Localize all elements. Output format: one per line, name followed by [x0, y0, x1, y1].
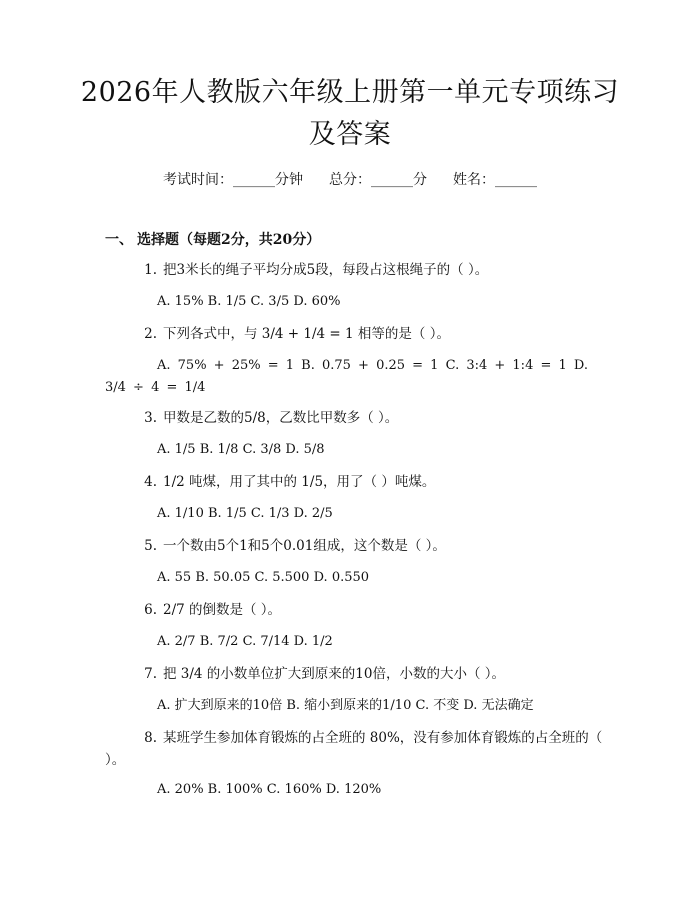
exam-meta — [0, 170, 700, 190]
question-8 — [105, 727, 605, 771]
question-number: 5. — [144, 538, 157, 554]
section-number: 一、 — [105, 232, 133, 248]
question-number: 8. — [144, 730, 157, 746]
question-number: 3. — [144, 410, 157, 426]
question-1-options: A. 15% B. 1/5 C. 3/5 D. 60% — [157, 294, 341, 309]
question-text: 1/2 吨煤，用了其中的 1/5，用了（ ）吨煤。 — [163, 474, 436, 490]
title-line-2: 及答案 — [308, 119, 392, 150]
question-7-options: A. 扩大到原来的10倍 B. 缩小到原来的1/10 C. 不变 D. 无法确定 — [157, 698, 534, 713]
title-line-1: 2026年人教版六年级上册第一单元专项练习 — [80, 77, 620, 108]
question-3-options: A. 1/5 B. 1/8 C. 3/8 D. 5/8 — [157, 442, 325, 457]
exam-total-score: 总分：______分 — [329, 172, 427, 188]
question-number: 4. — [144, 474, 157, 490]
question-2 — [105, 323, 605, 345]
question-6-options: A. 2/7 B. 7/2 C. 7/14 D. 1/2 — [157, 634, 333, 649]
question-2-options: A. 75% + 25% = 1 B. 0.75 + 0.25 = 1 C. 3:4 + 1:4 = 1 D. 3/4 ÷ 4 = 1/4 — [105, 358, 588, 395]
question-6 — [105, 599, 605, 621]
question-number: 7. — [144, 666, 157, 682]
question-text: 某班学生参加体育锻炼的占全班的 80%，没有参加体育锻炼的占全班的（ ）。 — [105, 730, 603, 768]
question-text: 下列各式中，与 3/4 + 1/4 = 1 相等的是（ ）。 — [163, 326, 450, 342]
question-number: 6. — [144, 602, 157, 618]
question-1 — [105, 259, 605, 281]
question-7 — [105, 663, 605, 685]
question-number: 1. — [144, 262, 157, 278]
question-number: 2. — [144, 326, 157, 342]
question-text: 把3米长的绳子平均分成5段，每段占这根绳子的（ ）。 — [163, 262, 489, 278]
student-name: 姓名：______ — [453, 172, 537, 188]
question-text: 一个数由5个1和5个0.01组成，这个数是（ ）。 — [163, 538, 446, 554]
question-5 — [105, 535, 605, 557]
section-title: 选择题（每题2分，共20分） — [137, 232, 321, 248]
question-text: 甲数是乙数的5/8，乙数比甲数多（ ）。 — [163, 410, 399, 426]
question-3 — [105, 407, 605, 429]
question-text: 把 3/4 的小数单位扩大到原来的10倍，小数的大小（ ）。 — [163, 666, 506, 682]
document-title — [60, 72, 640, 156]
section-heading — [105, 230, 320, 250]
question-4 — [105, 471, 605, 493]
question-4-options: A. 1/10 B. 1/5 C. 1/3 D. 2/5 — [157, 506, 333, 521]
exam-time: 考试时间：______分钟 — [163, 172, 303, 188]
question-text: 2/7 的倒数是（ ）。 — [163, 602, 282, 618]
question-8-options: A. 20% B. 100% C. 160% D. 120% — [157, 782, 382, 797]
question-5-options: A. 55 B. 50.05 C. 5.500 D. 0.550 — [157, 570, 370, 585]
